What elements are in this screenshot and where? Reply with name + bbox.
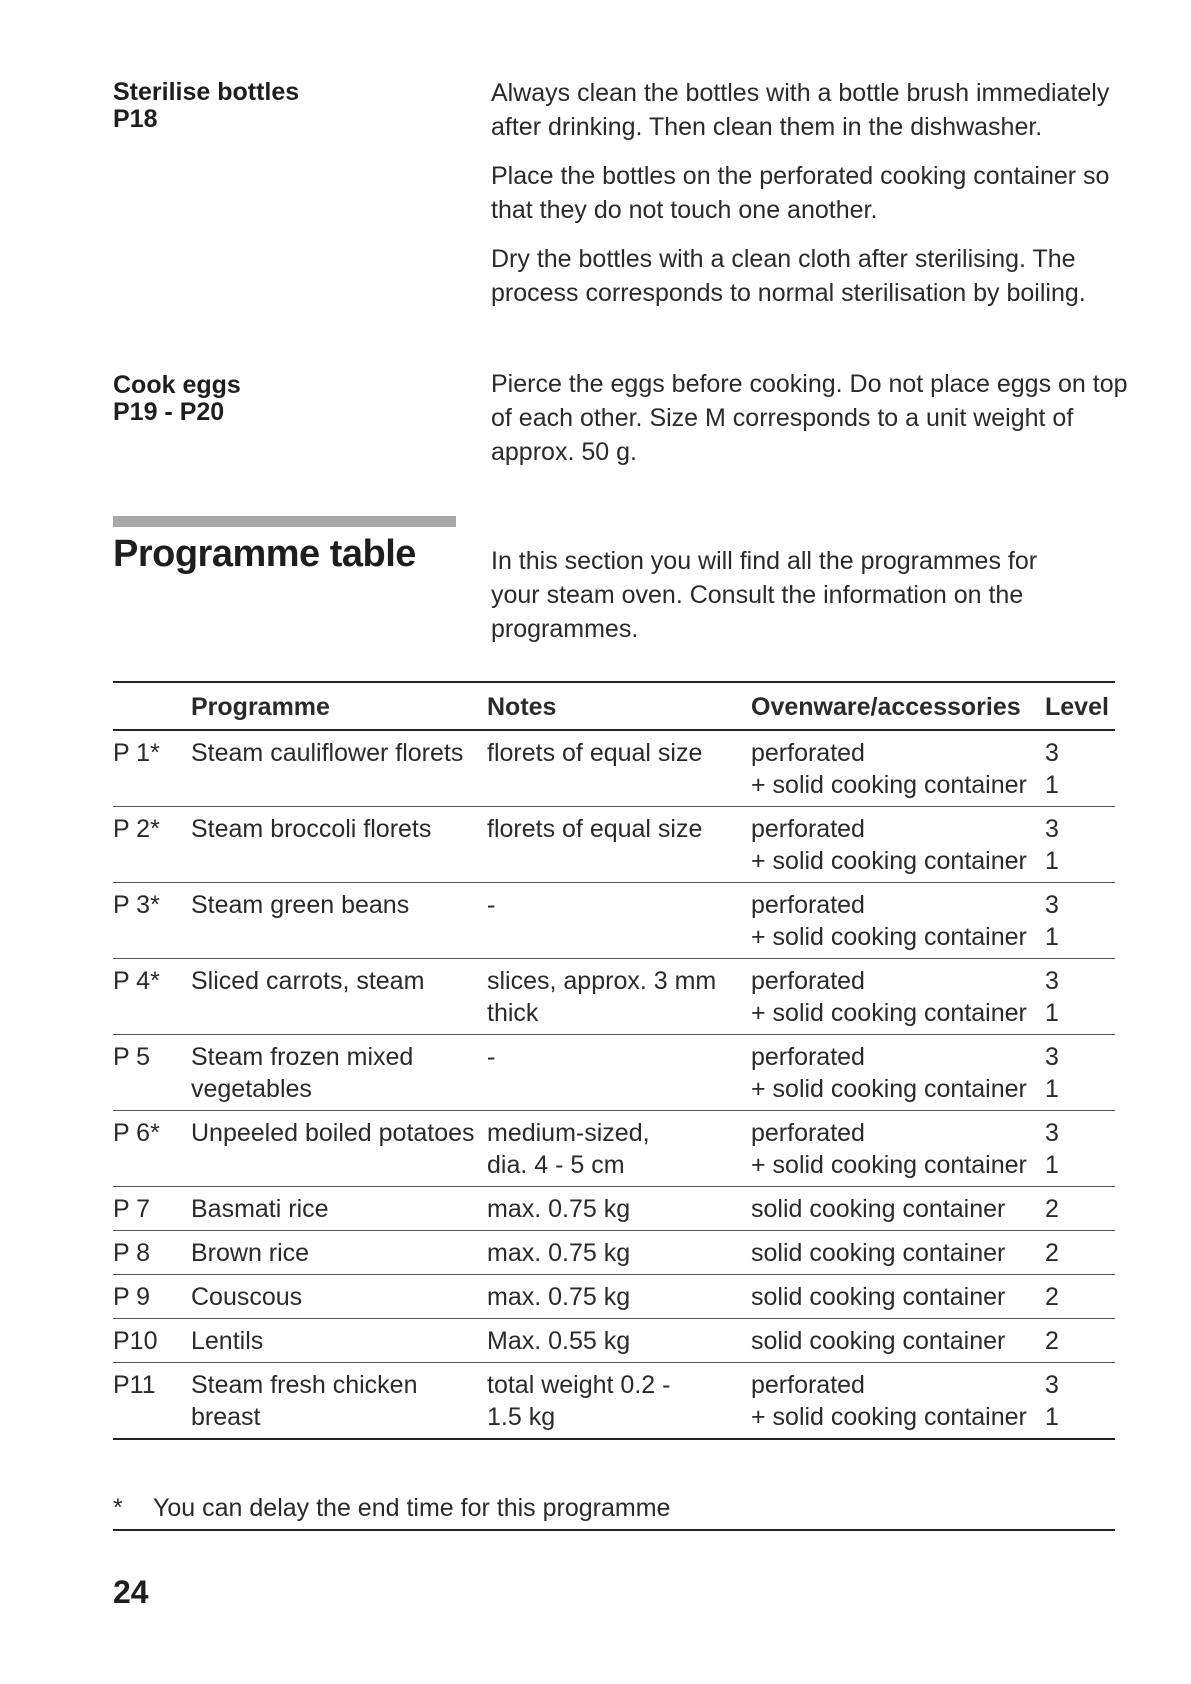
table-row xyxy=(113,1231,1115,1275)
ovenware-line-2: + solid cooking container xyxy=(751,771,1027,799)
ovenware-line-1: perforated xyxy=(751,891,865,919)
level-line-2: 1 xyxy=(1045,771,1059,799)
level-line-2: 1 xyxy=(1045,1151,1059,1179)
cell-ovenware xyxy=(751,1363,1045,1440)
cell-id: P11 xyxy=(113,1371,156,1399)
section-title: Programme table xyxy=(113,533,416,575)
table-row xyxy=(113,1187,1115,1231)
ovenware-line-1: solid cooking container xyxy=(751,1195,1006,1223)
cell-ovenware xyxy=(751,807,1045,883)
page-number: 24 xyxy=(113,1574,149,1610)
cell-id: P 3* xyxy=(113,891,160,919)
ovenware-line-1: perforated xyxy=(751,967,865,995)
cell-notes: max. 0.75 kg xyxy=(487,1283,631,1311)
level-line-2: 1 xyxy=(1045,1403,1059,1431)
cell-id: P 8 xyxy=(113,1239,151,1267)
cook-eggs-code: P19 - P20 xyxy=(113,398,225,426)
sterilise-heading xyxy=(113,79,443,133)
level-line-2: 1 xyxy=(1045,847,1059,875)
cell-notes: medium-sized, dia. 4 - 5 cm xyxy=(487,1119,650,1179)
level-line-2: 1 xyxy=(1045,1075,1059,1103)
ovenware-line-1: perforated xyxy=(751,815,865,843)
table-footnote xyxy=(113,1491,1115,1531)
level-line-1: 3 xyxy=(1045,815,1059,843)
sterilise-paragraph-3: Dry the bottles with a clean cloth after sterilising. The process corresponds to normal sterilisation by boiling. xyxy=(491,245,1086,307)
cell-id: P 2* xyxy=(113,815,160,843)
table-row xyxy=(113,730,1115,807)
cell-ovenware xyxy=(751,1187,1045,1231)
programme-table xyxy=(113,681,1115,1440)
level-line-2: 1 xyxy=(1045,923,1059,951)
level-line-1: 2 xyxy=(1045,1283,1059,1311)
cook-eggs-text xyxy=(491,367,1131,469)
col-header-id xyxy=(113,682,191,730)
ovenware-line-1: solid cooking container xyxy=(751,1283,1006,1311)
cell-level xyxy=(1045,807,1115,883)
cell-ovenware xyxy=(751,1231,1045,1275)
cell-programme: Steam broccoli florets xyxy=(191,815,432,843)
cell-programme: Lentils xyxy=(191,1327,264,1355)
col-header-ovenware: Ovenware/accessories xyxy=(751,693,1021,721)
footnote-text: You can delay the end time for this programme xyxy=(153,1494,671,1522)
section-divider-bar xyxy=(113,516,456,527)
sterilise-paragraph-1: Always clean the bottles with a bottle brush immediately after drinking. Then clean them in the dishwasher. xyxy=(491,79,1110,141)
sterilise-text xyxy=(491,76,1131,310)
cell-programme: Sliced carrots, steam xyxy=(191,967,425,995)
table-row xyxy=(113,1035,1115,1111)
cell-notes: max. 0.75 kg xyxy=(487,1239,631,1267)
cell-level xyxy=(1045,1111,1115,1187)
cell-notes: total weight 0.2 - 1.5 kg xyxy=(487,1371,671,1431)
col-header-notes: Notes xyxy=(487,693,557,721)
cell-level xyxy=(1045,1319,1115,1363)
cook-eggs-heading xyxy=(113,372,443,426)
section-intro xyxy=(491,544,1091,646)
cell-level xyxy=(1045,730,1115,807)
cell-programme: Unpeeled boiled potatoes xyxy=(191,1119,475,1147)
cell-id: P10 xyxy=(113,1327,158,1355)
cell-id: P 6* xyxy=(113,1119,160,1147)
cell-programme: Basmati rice xyxy=(191,1195,329,1223)
cell-level xyxy=(1045,959,1115,1035)
level-line-1: 2 xyxy=(1045,1195,1059,1223)
table-row xyxy=(113,1275,1115,1319)
cell-ovenware xyxy=(751,959,1045,1035)
ovenware-line-1: perforated xyxy=(751,1371,865,1399)
level-line-1: 3 xyxy=(1045,891,1059,919)
table-row xyxy=(113,959,1115,1035)
cell-programme: Steam frozen mixed vegetables xyxy=(191,1043,414,1103)
cell-notes: - xyxy=(487,1043,496,1071)
cell-ovenware xyxy=(751,1275,1045,1319)
table-row xyxy=(113,1111,1115,1187)
ovenware-line-2: + solid cooking container xyxy=(751,847,1027,875)
cook-eggs-paragraph: Pierce the eggs before cooking. Do not place eggs on top of each other. Size M corresponds to a unit weight of approx. 50 g. xyxy=(491,370,1128,466)
cell-level xyxy=(1045,883,1115,959)
cell-ovenware xyxy=(751,1319,1045,1363)
cell-level xyxy=(1045,1187,1115,1231)
level-line-1: 3 xyxy=(1045,1371,1059,1399)
cell-id: P 9 xyxy=(113,1283,151,1311)
ovenware-line-2: + solid cooking container xyxy=(751,1151,1027,1179)
cell-id: P 7 xyxy=(113,1195,151,1223)
level-line-1: 3 xyxy=(1045,739,1059,767)
footnote-mark: * xyxy=(113,1494,123,1522)
ovenware-line-1: perforated xyxy=(751,1119,865,1147)
table-row xyxy=(113,807,1115,883)
cell-id: P 1* xyxy=(113,739,160,767)
cell-programme: Steam green beans xyxy=(191,891,410,919)
level-line-1: 3 xyxy=(1045,1119,1059,1147)
cell-notes: max. 0.75 kg xyxy=(487,1195,631,1223)
table-row xyxy=(113,1319,1115,1363)
table-header-row xyxy=(113,682,1115,730)
ovenware-line-1: solid cooking container xyxy=(751,1327,1006,1355)
table-row xyxy=(113,1363,1115,1440)
cook-eggs-title: Cook eggs xyxy=(113,371,241,399)
level-line-1: 2 xyxy=(1045,1327,1059,1355)
cell-ovenware xyxy=(751,1035,1045,1111)
cell-id: P 4* xyxy=(113,967,160,995)
cell-programme: Couscous xyxy=(191,1283,303,1311)
cell-notes: - xyxy=(487,891,496,919)
cell-id: P 5 xyxy=(113,1043,151,1071)
ovenware-line-2: + solid cooking container xyxy=(751,1403,1027,1431)
cell-notes: florets of equal size xyxy=(487,815,703,843)
ovenware-line-2: + solid cooking container xyxy=(751,999,1027,1027)
level-line-1: 2 xyxy=(1045,1239,1059,1267)
level-line-1: 3 xyxy=(1045,1043,1059,1071)
cell-level xyxy=(1045,1363,1115,1440)
ovenware-line-1: perforated xyxy=(751,1043,865,1071)
sterilise-title: Sterilise bottles xyxy=(113,78,300,106)
ovenware-line-1: perforated xyxy=(751,739,865,767)
cell-ovenware xyxy=(751,883,1045,959)
section-intro-text: In this section you will find all the programmes for your steam oven. Consult the information on the programmes. xyxy=(491,547,1038,643)
level-line-1: 3 xyxy=(1045,967,1059,995)
col-header-level: Level xyxy=(1045,693,1109,721)
ovenware-line-2: + solid cooking container xyxy=(751,923,1027,951)
level-line-2: 1 xyxy=(1045,999,1059,1027)
cell-ovenware xyxy=(751,730,1045,807)
cell-notes: florets of equal size xyxy=(487,739,703,767)
cell-notes: slices, approx. 3 mm thick xyxy=(487,967,717,1027)
cell-ovenware xyxy=(751,1111,1045,1187)
table-row xyxy=(113,883,1115,959)
cell-programme: Steam cauliflower florets xyxy=(191,739,464,767)
cell-level xyxy=(1045,1035,1115,1111)
cell-level xyxy=(1045,1275,1115,1319)
sterilise-code: P18 xyxy=(113,105,158,133)
col-header-programme: Programme xyxy=(191,693,330,721)
cell-notes: Max. 0.55 kg xyxy=(487,1327,631,1355)
ovenware-line-2: + solid cooking container xyxy=(751,1075,1027,1103)
cell-level xyxy=(1045,1231,1115,1275)
cell-programme: Brown rice xyxy=(191,1239,310,1267)
sterilise-paragraph-2: Place the bottles on the perforated cooking container so that they do not touch one another. xyxy=(491,162,1110,224)
cell-programme: Steam fresh chicken breast xyxy=(191,1371,418,1431)
ovenware-line-1: solid cooking container xyxy=(751,1239,1006,1267)
